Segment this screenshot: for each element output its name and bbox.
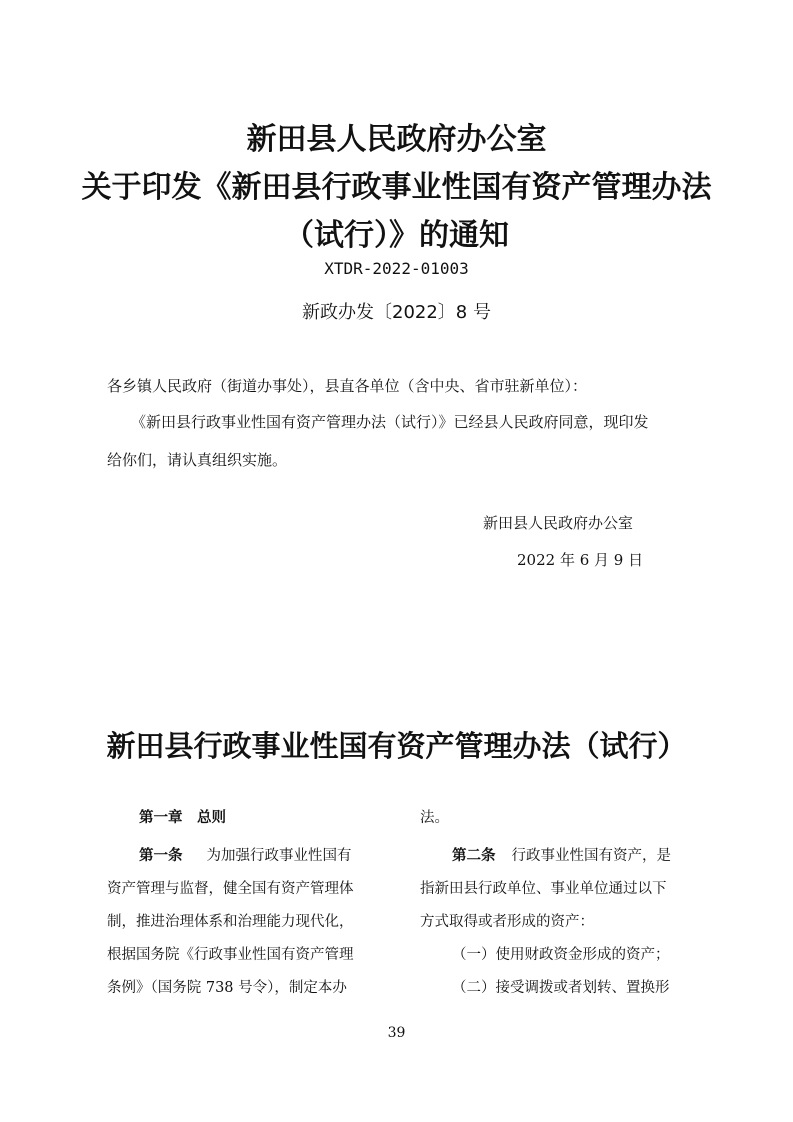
document-code: XTDR-2022-01003 (324, 259, 469, 278)
article-1-label: 第一条 (139, 848, 183, 864)
article-2-label: 第二条 (452, 848, 496, 864)
article-2-item-1: （一）使用财政资金形成的资产； (452, 947, 670, 963)
signature-organization: 新田县人民政府办公室 (483, 514, 634, 532)
chapter-heading: 第一章 总则 (139, 810, 226, 826)
page-number: 39 (387, 1025, 406, 1041)
article-1-line: 条例》（国务院 738 号令），制定本办 (107, 980, 347, 996)
notice-paragraph-line-1: 《新田县行政事业性国有资产管理办法（试行）》已经县人民政府同意，现印发 (131, 413, 649, 431)
article-2-line: 方式取得或者形成的资产： (420, 914, 594, 930)
document-number: 新政办发〔2022〕8 号 (302, 302, 491, 323)
notice-title-line-3: （试行）》的通知 (284, 218, 509, 253)
notice-title-line-1: 新田县人民政府办公室 (246, 122, 547, 157)
article-1-text-start: 为加强行政事业性国有 (206, 848, 352, 864)
article-1-line: 根据国务院《行政事业性国有资产管理 (107, 947, 354, 963)
article-1-line: 制，推进治理体系和治理能力现代化， (107, 914, 354, 930)
measures-title: 新田县行政事业性国有资产管理办法（试行） (106, 729, 687, 763)
article-1-line: 资产管理与监督，健全国有资产管理体 (107, 881, 354, 897)
article-1-last-line: 法。 (420, 810, 449, 826)
notice-title-line-2: 关于印发《新田县行政事业性国有资产管理办法 (81, 170, 712, 205)
article-2-line: 指新田县行政单位、事业单位通过以下 (420, 881, 667, 897)
article-2-text-start: 行政事业性国有资产，是 (511, 848, 671, 864)
notice-paragraph-line-2: 给你们，请认真组织实施。 (107, 451, 288, 469)
recipients-line: 各乡镇人民政府（街道办事处），县直各单位（含中央、省市驻新单位）： (107, 377, 588, 395)
article-2-item-2: （二）接受调拨或者划转、置换形 (452, 980, 670, 996)
article-1-first-line (139, 846, 352, 866)
signature-date: 2022 年 6 月 9 日 (517, 551, 644, 569)
article-2-first-line (452, 846, 671, 866)
